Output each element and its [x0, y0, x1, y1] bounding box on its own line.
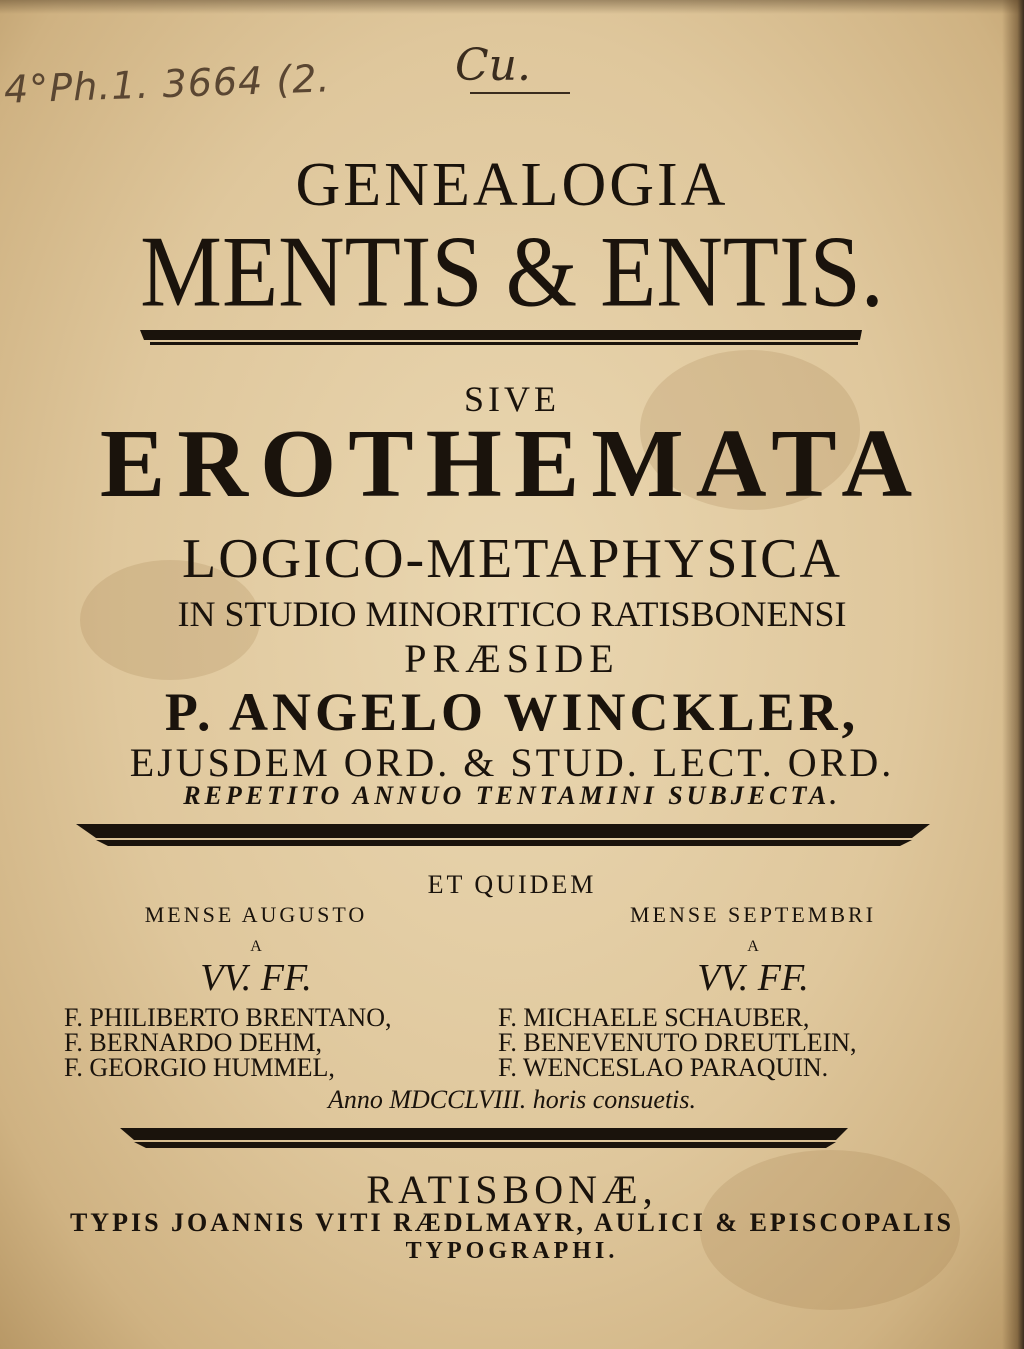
title-line-studio: IN STUDIO MINORITICO RATISBONENSI: [177, 594, 847, 634]
page-shadow-top: [0, 0, 1024, 14]
author-role: EJUSDEM ORD. & STUD. LECT. ORD.: [129, 740, 895, 785]
list-item: F. BENEVENUTO DREUTLEIN,: [498, 1028, 857, 1057]
list-item: F. MICHAELE SCHAUBER,: [498, 1003, 810, 1032]
rule-top: [0, 326, 1024, 348]
rule-bottom: [0, 1124, 1024, 1154]
column-august: [0, 902, 512, 1002]
title-line-mentis-entis: MENTIS & ENTIS.: [140, 215, 884, 328]
handwritten-underline: [470, 92, 570, 94]
imprint-place: RATISBONÆ,: [366, 1167, 658, 1212]
august-a: A: [250, 938, 262, 955]
list-item: F. PHILIBERTO BRENTANO,: [64, 1003, 392, 1032]
september-heading: MENSE SEPTEMBRI: [629, 902, 877, 927]
shelfmark-annotation: 4°Ph.1. 3664 (2.: [3, 56, 332, 112]
list-item: F. BERNARDO DEHM,: [64, 1028, 322, 1057]
august-heading: MENSE AUGUSTO: [144, 902, 368, 927]
subjecta-line: REPETITO ANNUO TENTAMINI SUBJECTA.: [183, 781, 841, 810]
author-name: P. ANGELO WINCKLER,: [164, 682, 860, 742]
title-line-genealogia: GENEALOGIA: [295, 151, 729, 219]
september-names: [498, 1005, 857, 1080]
title-line-logico-metaphysica: LOGICO-METAPHYSICA: [182, 528, 842, 590]
handwritten-mark: Cu.: [455, 40, 531, 91]
subtitle-sive: SIVE: [464, 379, 560, 419]
et-quidem: ET QUIDEM: [427, 870, 597, 899]
imprint-printer: TYPIS JOANNIS VITI RÆDLMAYR, AULICI & EPISCOPALIS: [69, 1208, 955, 1237]
rule-middle: [0, 818, 1024, 852]
september-vv-ff: VV. FF.: [697, 957, 809, 999]
august-names: [64, 1005, 391, 1080]
column-september: [497, 902, 1009, 1002]
imprint-typographi: TYPOGRAPHI.: [405, 1238, 619, 1264]
date-line: Anno MDCCLVIII. horis consuetis.: [327, 1085, 697, 1114]
title-line-praeside: PRÆSIDE: [404, 636, 620, 681]
august-vv-ff: VV. FF.: [200, 957, 312, 999]
september-a: A: [747, 938, 759, 955]
list-item: F. GEORGIO HUMMEL,: [64, 1053, 335, 1082]
title-line-erothemata: EROTHEMATA: [99, 410, 925, 518]
list-item: F. WENCESLAO PARAQUIN.: [498, 1053, 829, 1082]
